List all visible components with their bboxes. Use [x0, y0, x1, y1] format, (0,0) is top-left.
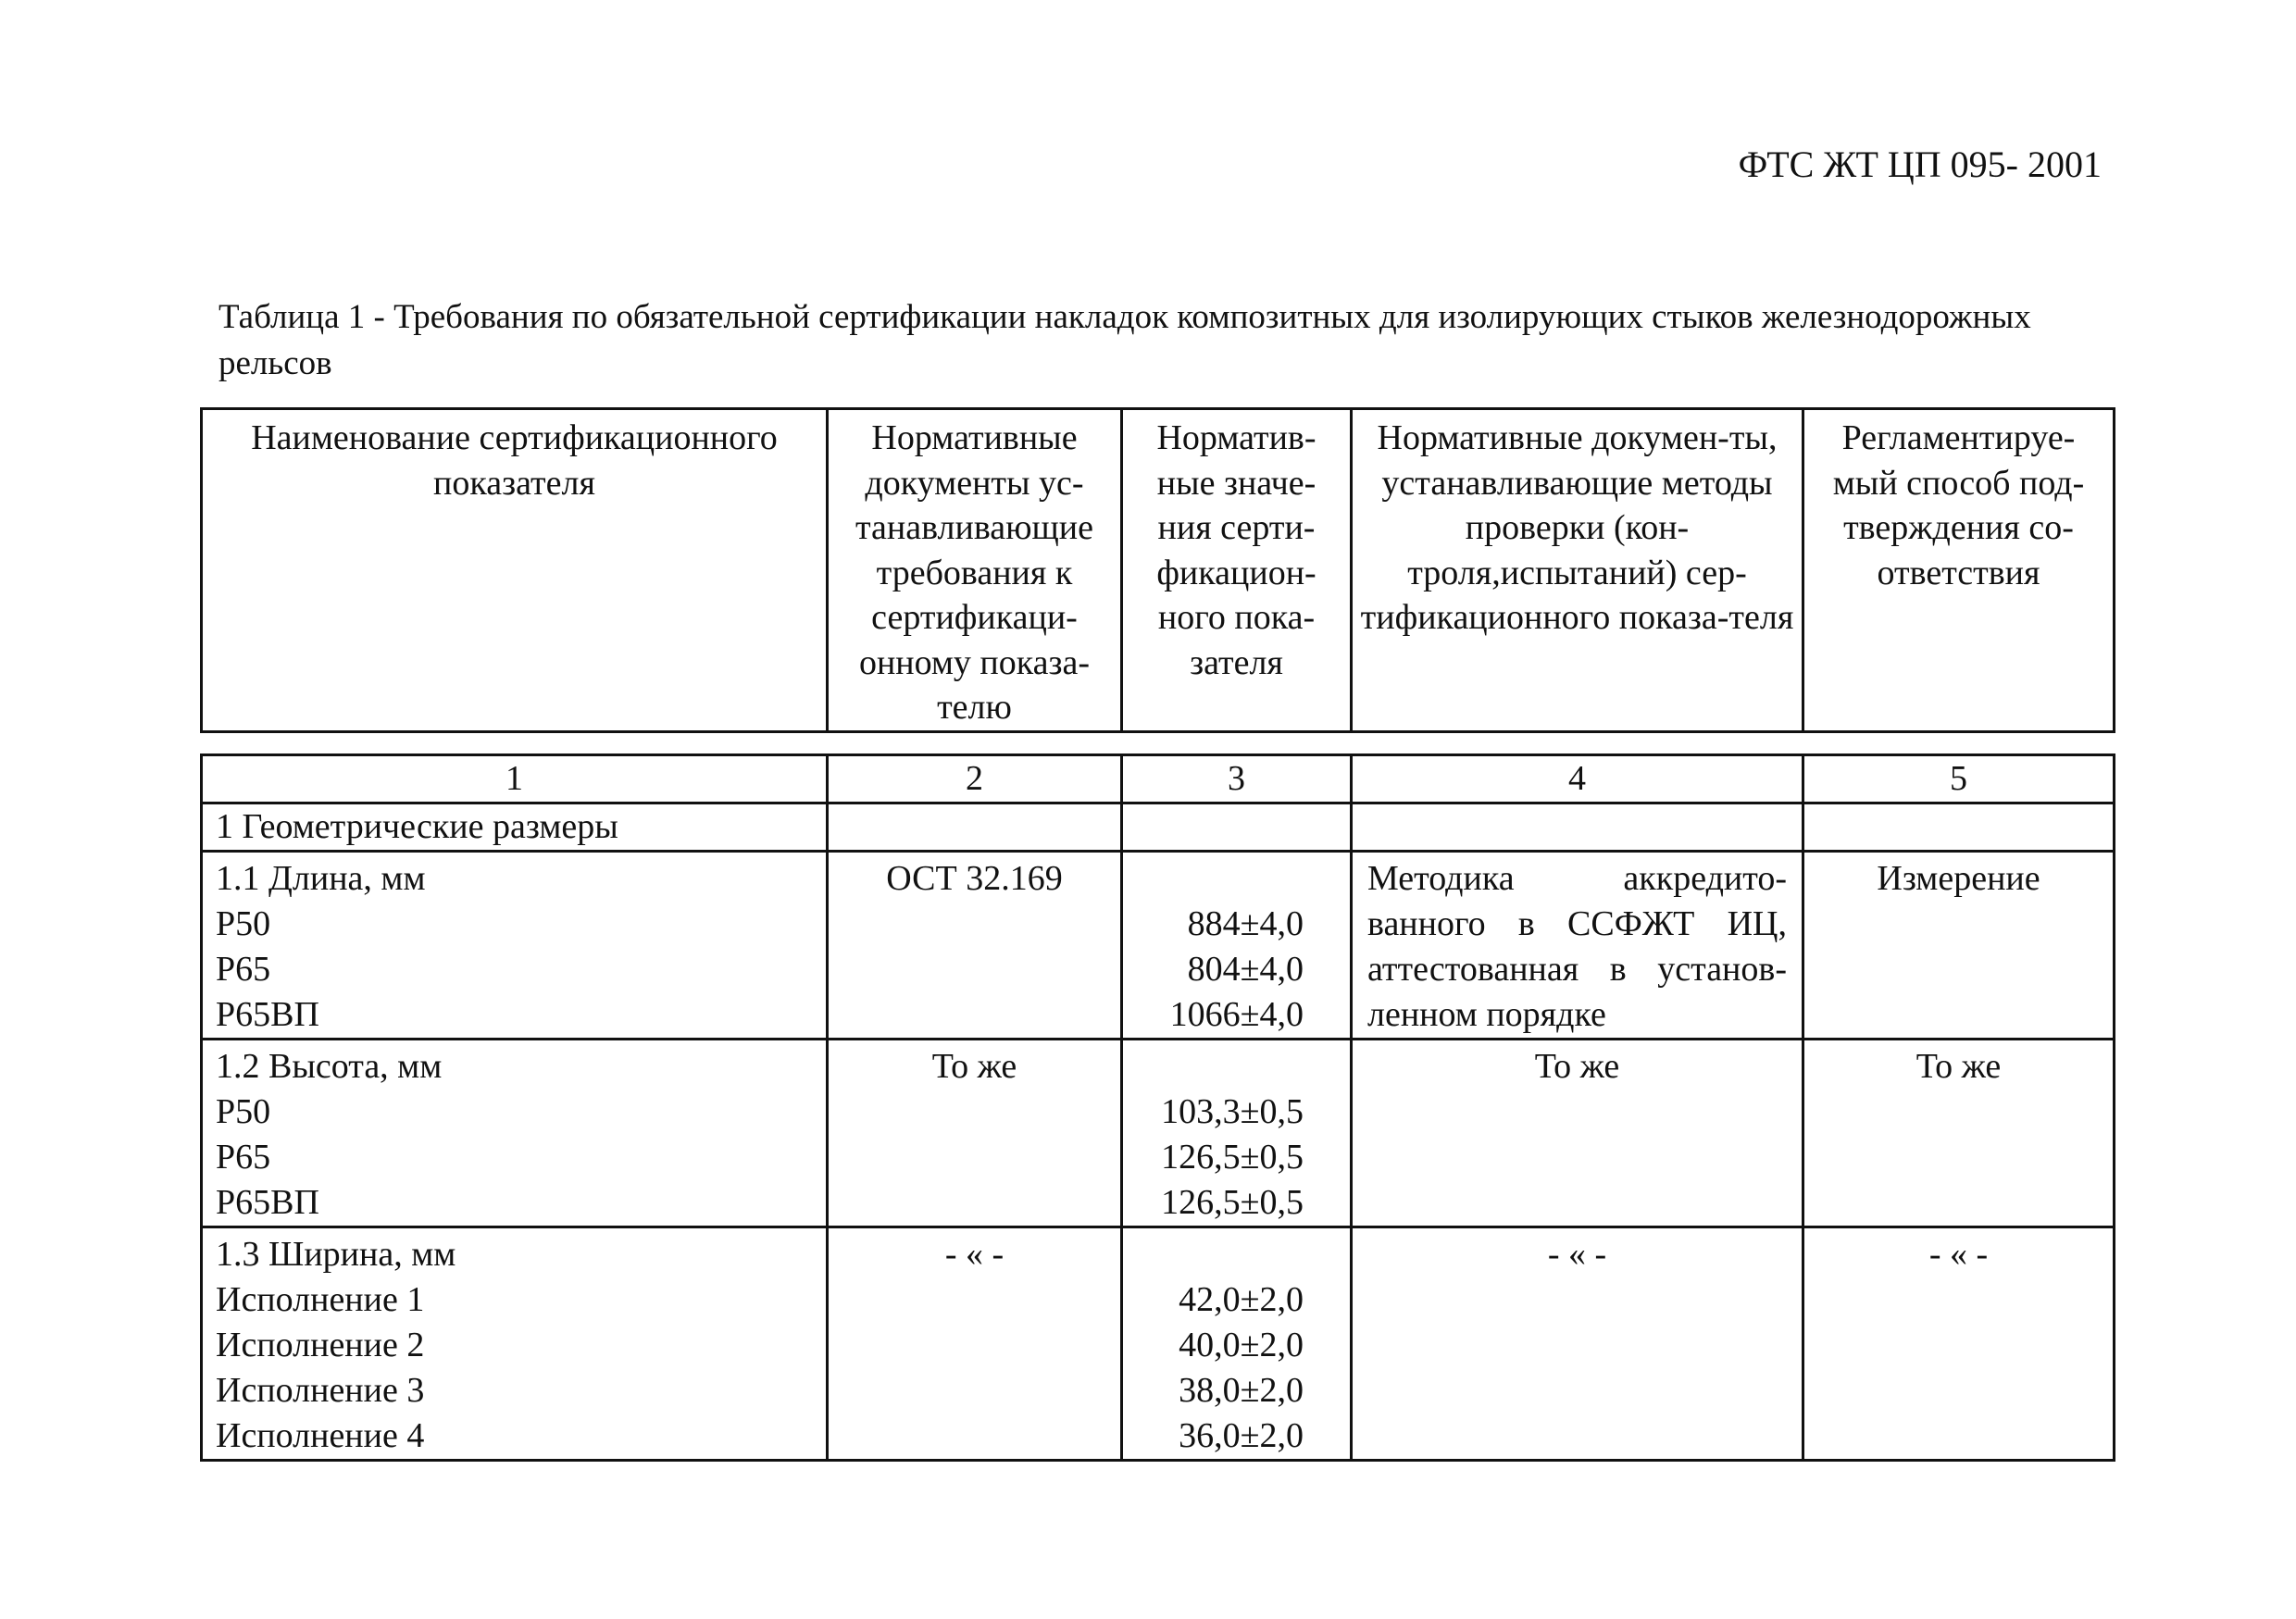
confirmation-cell: - « -: [1803, 1227, 2115, 1461]
header-indicator-name: Наименование сертификационного показателя: [202, 409, 828, 732]
indicator-title: 1.1 Длина, мм: [216, 859, 426, 898]
indicator-item: Р65: [216, 950, 271, 989]
indicator-cell: [202, 1227, 828, 1461]
header-normative-docs: Нормативные документы ус-танавливающие требования к сертификаци-онному показа-телю: [828, 409, 1122, 732]
norm-value: 126,5±0,5: [1161, 1183, 1304, 1222]
header-confirmation-method: Регламентируе-мый способ под-тверждения со-ответствия: [1803, 409, 2115, 732]
group-title: 1 Геометрические размеры: [202, 803, 828, 852]
indicator-cell: [202, 852, 828, 1040]
values-cell: [1122, 1040, 1352, 1227]
header-test-methods: Нормативные докумен-ты, устанавливающие методы проверки (кон-троля,испытаний) сер-тификационного показа-теля: [1352, 409, 1803, 732]
norm-value: 126,5±0,5: [1161, 1138, 1304, 1177]
norm-value: 1066±4,0: [1169, 995, 1304, 1034]
norm-value: 103,3±0,5: [1161, 1092, 1304, 1131]
column-number: 3: [1122, 755, 1352, 803]
indicator-item: Исполнение 1: [216, 1280, 425, 1319]
indicator-item: Исполнение 3: [216, 1371, 425, 1410]
table-row: [202, 1040, 2115, 1227]
indicator-item: Исполнение 4: [216, 1416, 425, 1455]
indicator-item: Р50: [216, 1092, 271, 1131]
column-number: 4: [1352, 755, 1803, 803]
norm-value: 804±4,0: [1187, 950, 1304, 989]
norm-value: 38,0±2,0: [1179, 1371, 1304, 1410]
requirements-table: [200, 753, 2115, 1462]
document-code: ФТС ЖТ ЦП 095- 2001: [1738, 143, 2102, 185]
group-row: [202, 803, 2115, 852]
table-caption: Таблица 1 - Требования по обязательной сертификации накладок композитных для изолирующих стыков железнодорожных рельсов: [218, 298, 2031, 382]
confirmation-cell: Измерение: [1803, 852, 2115, 1040]
norm-value: 42,0±2,0: [1179, 1280, 1304, 1319]
confirmation-cell: То же: [1803, 1040, 2115, 1227]
method-cell: То же: [1352, 1040, 1803, 1227]
indicator-title: 1.2 Высота, мм: [216, 1047, 443, 1086]
column-number: 5: [1803, 755, 2115, 803]
table-row: [202, 852, 2115, 1040]
indicator-item: Р65ВП: [216, 995, 319, 1034]
indicator-item: Р50: [216, 904, 271, 943]
indicator-item: Р65: [216, 1138, 271, 1177]
method-cell: - « -: [1352, 1227, 1803, 1461]
table-row: [202, 1227, 2115, 1461]
values-cell: [1122, 852, 1352, 1040]
column-number: 1: [202, 755, 828, 803]
values-cell: [1122, 1227, 1352, 1461]
table-header: [200, 407, 2115, 733]
column-numbers-row: [202, 755, 2115, 803]
norm-doc-cell: - « -: [828, 1227, 1122, 1461]
indicator-item: Р65ВП: [216, 1183, 319, 1222]
method-cell: Методика аккредито-ванного в ССФЖТ ИЦ, аттестованная в установ-ленном порядке: [1352, 852, 1803, 1040]
indicator-item: Исполнение 2: [216, 1326, 425, 1364]
norm-doc-cell: ОСТ 32.169: [828, 852, 1122, 1040]
norm-value: 884±4,0: [1187, 904, 1304, 943]
header-normative-values: Норматив-ные значе-ния серти-фикацион-ного пока-зателя: [1122, 409, 1352, 732]
indicator-cell: [202, 1040, 828, 1227]
indicator-title: 1.3 Ширина, мм: [216, 1235, 456, 1274]
norm-value: 40,0±2,0: [1179, 1326, 1304, 1364]
norm-doc-cell: То же: [828, 1040, 1122, 1227]
column-number: 2: [828, 755, 1122, 803]
norm-value: 36,0±2,0: [1179, 1416, 1304, 1455]
